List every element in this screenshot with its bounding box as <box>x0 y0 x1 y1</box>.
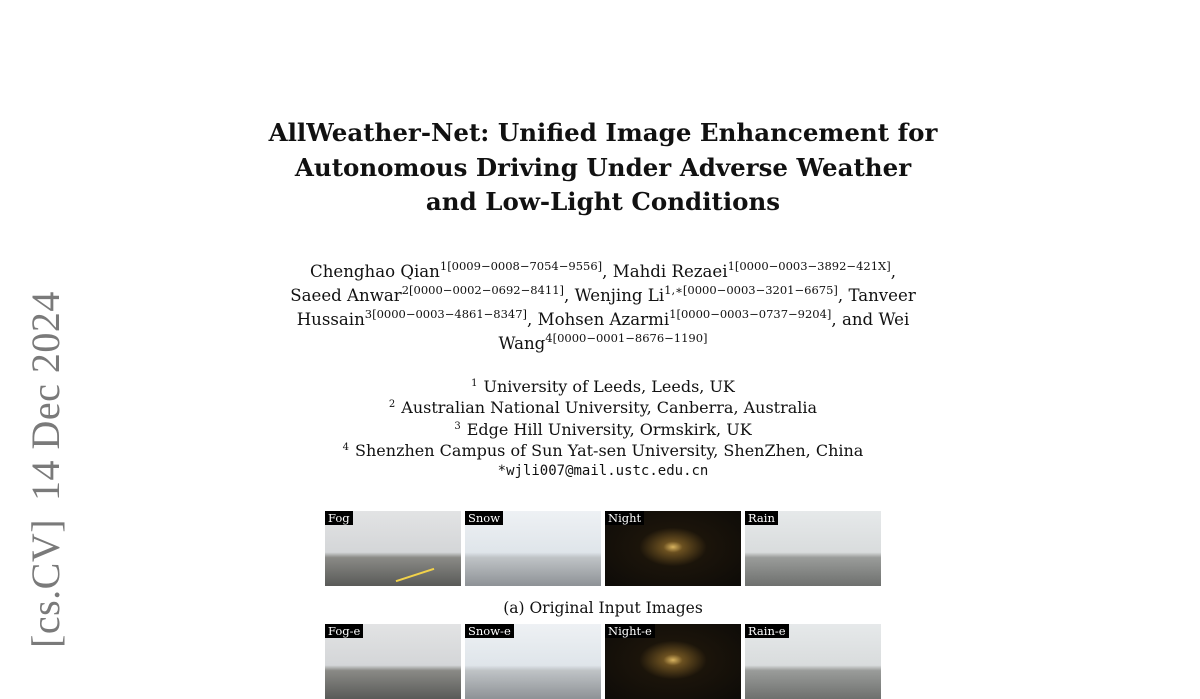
image-snow <box>465 511 601 586</box>
image-label: Night <box>605 511 644 525</box>
title-line: and Low-Light Conditions <box>425 187 781 216</box>
author-orcid: 1[0000−0003−3892−421X] <box>727 259 891 273</box>
arxiv-category: [cs.CV] <box>23 518 68 648</box>
author-name: Mohsen Azarmi <box>537 310 670 329</box>
figure-caption: (a) Original Input Images <box>503 599 703 617</box>
image-fog <box>325 511 461 586</box>
affiliation <box>250 397 956 418</box>
image-label: Fog <box>325 511 353 525</box>
affiliation-text: Shenzhen Campus of Sun Yat-sen University, ShenZhen, China <box>355 440 864 460</box>
author-name: Mahdi Rezaei <box>612 262 728 281</box>
affiliation-text: Australian National University, Canberra, Australia <box>401 398 818 418</box>
author-orcid: 1[0009−0008−7054−9556] <box>439 259 603 273</box>
contact-email: *wjli007@mail.ustc.edu.cn <box>497 463 709 480</box>
image-label: Snow-e <box>465 624 514 638</box>
title-line: AllWeather-Net: Unified Image Enhancement for <box>268 118 938 147</box>
image-label: Night-e <box>605 624 655 638</box>
figure-row-enhanced <box>325 624 881 699</box>
image-label: Rain <box>745 511 778 525</box>
affiliation <box>250 419 956 440</box>
affiliation <box>250 376 956 397</box>
title-line: Autonomous Driving Under Adverse Weather <box>294 152 912 182</box>
image-rain <box>745 511 881 586</box>
affiliation-text: University of Leeds, Leeds, UK <box>483 377 735 396</box>
affiliation-number: 1 <box>471 378 478 389</box>
author-name: Chenghao Qian <box>310 262 440 281</box>
image-snow-enhanced <box>465 624 601 699</box>
author-orcid: 4[0000−0001−8676−1190] <box>545 331 708 345</box>
author-name: Wenjing Li <box>574 286 665 305</box>
affiliation-list <box>250 376 956 482</box>
affiliation-number: 3 <box>454 420 461 432</box>
arxiv-date: 14 Dec 2024 <box>23 291 68 501</box>
affiliation-text: Edge Hill University, Ormskirk, UK <box>466 419 752 439</box>
image-rain-enhanced <box>745 624 881 699</box>
image-label: Snow <box>465 511 503 525</box>
paper-title <box>230 116 976 220</box>
author-orcid: 1,∗[0000−0003−3201−6675] <box>664 283 838 297</box>
author-orcid: 3[0000−0003−4861−8347] <box>364 307 528 321</box>
image-label: Fog-e <box>325 624 363 638</box>
author-name: Tanveer Hussain <box>296 286 916 329</box>
arxiv-side-stamp <box>22 291 69 648</box>
affiliation-number: 2 <box>388 399 396 411</box>
affiliation-number: 4 <box>342 441 350 453</box>
author-orcid: 2[0000−0002−0692−8411] <box>401 283 564 297</box>
image-night <box>605 511 741 586</box>
author-orcid: 1[0000−0003−0737−9204] <box>669 307 832 321</box>
image-label: Rain-e <box>745 624 789 638</box>
figure-row-original <box>325 511 881 586</box>
author-name: Wei Wang <box>498 310 910 353</box>
author-list: Chenghao Qian$^{1[0009-0008-7054-9556]}$, Mahdi Rezaei$^{1[0000-0003-3892-421X]}$, Saeed Anwar$^{2[0000-0002-0692-8411]}$, Wenjing $Li^{1,∗[0000-0003-3201-6675]}$, Tanveer Hussain$^{3[0000-0003-4861-8347]}$, Mohsen Azarmi$^{1[0000-0003-0737-9204]}$, and Wei Wang$^{4[0000-0001-8676-1190]}$ <box>290 259 916 353</box>
author-name: Saeed Anwar <box>290 286 402 305</box>
affiliation <box>250 440 956 461</box>
image-fog-enhanced <box>325 624 461 699</box>
image-night-enhanced <box>605 624 741 699</box>
